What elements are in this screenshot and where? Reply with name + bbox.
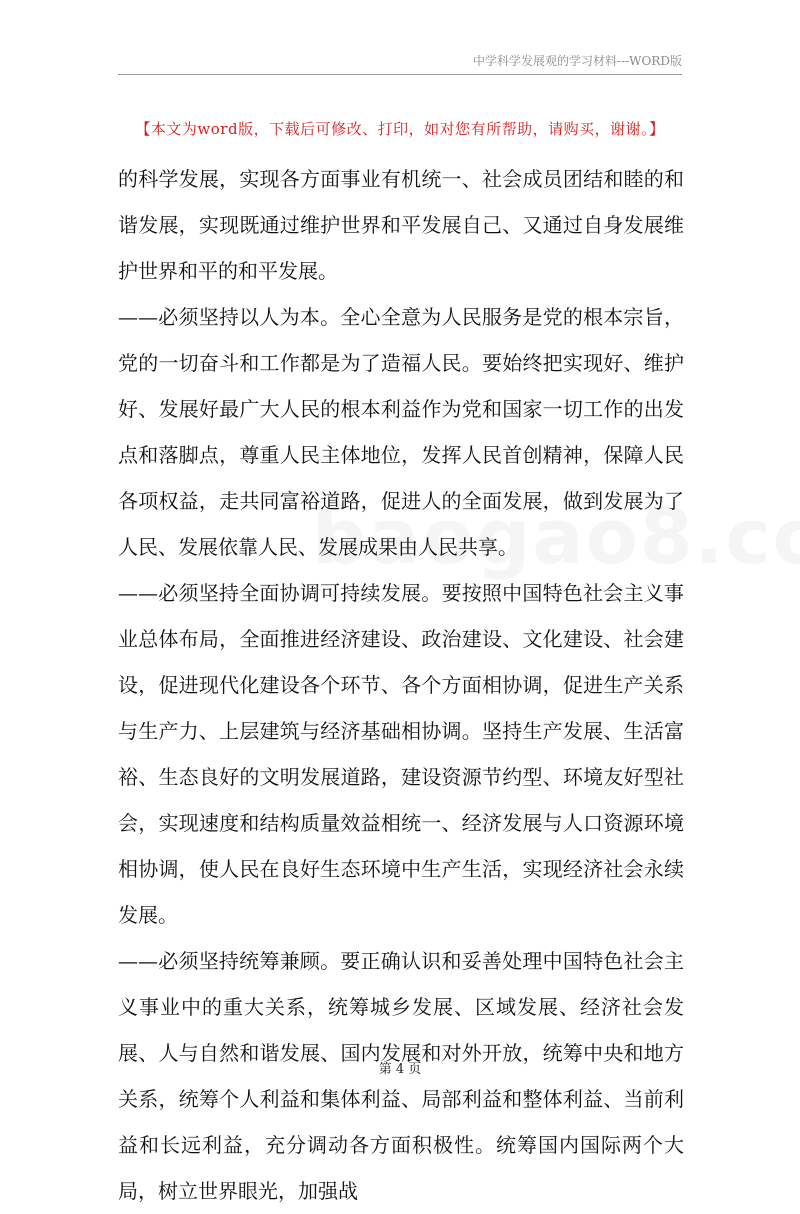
download-notice: 【本文为word版，下载后可修改、打印，如对您有所帮助，请购买，谢谢。】 (135, 120, 665, 138)
paragraph: 的科学发展，实现各方面事业有机统一、社会成员团结和睦的和谐发展，实现既通过维护世界和平发展自己、又通过自身发展维护世界和平的和平发展。 (118, 167, 684, 283)
paragraph: ——必须坚持统筹兼顾。要正确认识和妥善处理中国特色社会主义事业中的重大关系，统筹城乡发展、区域发展、经济社会发展、人与自然和谐发展、国内发展和对外开放，统筹中央和地方关系，统筹个人利益和集体利益、局部利益和整体利益、当前利益和长远利益，充分调动各方面积极性。统筹国内国际两个大局，树立世界眼光，加强战 (118, 949, 684, 1203)
page-header (118, 52, 682, 75)
paragraph: ——必须坚持全面协调可持续发展。要按照中国特色社会主义事业总体布局，全面推进经济建设、政治建设、文化建设、社会建设，促进现代化建设各个环节、各个方面相协调，促进生产关系与生产力、上层建筑与经济基础相协调。坚持生产发展、生活富裕、生态良好的文明发展道路，建设资源节约型、环境友好型社会，实现速度和结构质量效益相统一、经济发展与人口资源环境相协调，使人民在良好生态环境中生产生活，实现经济社会永续发展。 (118, 581, 684, 927)
page-footer (0, 1058, 800, 1077)
document-body (118, 156, 684, 1214)
page-number: 第 4 页 (378, 1062, 422, 1077)
header-title: 中学科学发展观的学习材料---WORD版 (473, 54, 682, 68)
paragraph: ——必须坚持以人为本。全心全意为人民服务是党的根本宗旨，党的一切奋斗和工作都是为了造福人民。要始终把实现好、维护好、发展好最广大人民的根本利益作为党和国家一切工作的出发点和落脚点，尊重人民主体地位，发挥人民首创精神，保障人民各项权益，走共同富裕道路，促进人的全面发展，做到发展为了人民、发展依靠人民、发展成果由人民共享。 (118, 305, 684, 559)
